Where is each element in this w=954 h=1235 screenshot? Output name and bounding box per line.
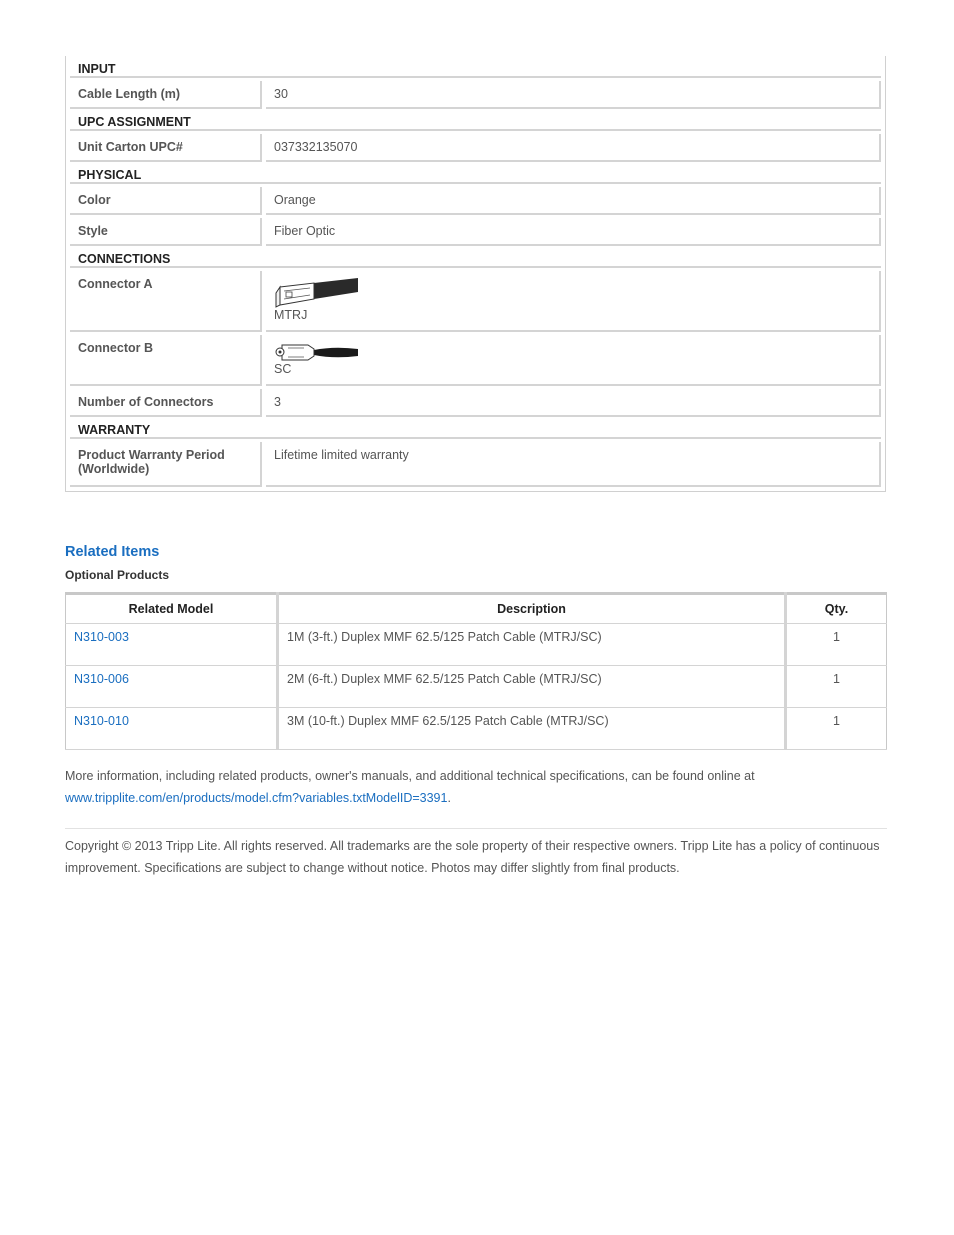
spec-value: Orange bbox=[266, 187, 881, 215]
specifications-table bbox=[65, 56, 886, 492]
spec-label: Style bbox=[70, 218, 262, 246]
section-heading-physical: PHYSICAL bbox=[70, 164, 881, 184]
related-qty: 1 bbox=[786, 708, 887, 750]
spec-label: Connector B bbox=[70, 335, 262, 386]
more-info-sentence: More information, including related products, owner's manuals, and additional technical specifications, can be found online at bbox=[65, 769, 755, 783]
spec-row-cable-length bbox=[70, 81, 881, 109]
spec-value: 037332135070 bbox=[266, 134, 881, 162]
section-heading-connections: CONNECTIONS bbox=[70, 248, 881, 268]
section-heading-upc: UPC ASSIGNMENT bbox=[70, 111, 881, 131]
spec-value: Lifetime limited warranty bbox=[266, 442, 881, 487]
column-header-description: Description bbox=[278, 594, 786, 624]
spec-label: Cable Length (m) bbox=[70, 81, 262, 109]
copyright-notice: Copyright © 2013 Tripp Lite. All rights reserved. All trademarks are the sole property of their respective owners. Tripp Lite has a policy of continuous improvement. Specifications are subject to change without notice. Photos may differ slightly from final products. bbox=[65, 839, 880, 875]
related-model-link[interactable]: N310-010 bbox=[66, 708, 278, 750]
spec-label: Unit Carton UPC# bbox=[70, 134, 262, 162]
spec-row-style bbox=[70, 218, 881, 246]
spec-row-upc bbox=[70, 134, 881, 162]
column-header-related-model: Related Model bbox=[66, 594, 278, 624]
spec-label: Color bbox=[70, 187, 262, 215]
url-period: . bbox=[447, 791, 451, 805]
spec-row-warranty bbox=[70, 442, 881, 487]
mtrj-connector-icon bbox=[274, 277, 360, 311]
spec-value bbox=[266, 335, 881, 386]
table-row bbox=[66, 624, 887, 666]
connector-b-type: SC bbox=[274, 362, 292, 376]
spec-row-color bbox=[70, 187, 881, 215]
connector-a-type: MTRJ bbox=[274, 308, 308, 322]
more-information-text bbox=[65, 765, 887, 809]
section-heading-input: INPUT bbox=[70, 58, 881, 78]
spec-row-number-of-connectors bbox=[70, 389, 881, 417]
spec-row-connector-b bbox=[70, 335, 881, 386]
related-items-title: Related Items bbox=[65, 544, 160, 560]
spec-value: 30 bbox=[266, 81, 881, 109]
related-model-link[interactable]: N310-003 bbox=[66, 624, 278, 666]
related-description: 3M (10-ft.) Duplex MMF 62.5/125 Patch Cable (MTRJ/SC) bbox=[278, 708, 786, 750]
related-qty: 1 bbox=[786, 666, 887, 708]
spec-value: Fiber Optic bbox=[266, 218, 881, 246]
related-description: 2M (6-ft.) Duplex MMF 62.5/125 Patch Cable (MTRJ/SC) bbox=[278, 666, 786, 708]
related-products-table bbox=[65, 592, 887, 750]
spec-label: Connector A bbox=[70, 271, 262, 332]
spec-label: Product Warranty Period (Worldwide) bbox=[70, 442, 262, 487]
spec-label: Number of Connectors bbox=[70, 389, 262, 417]
optional-products-subtitle: Optional Products bbox=[65, 568, 170, 582]
related-qty: 1 bbox=[786, 624, 887, 666]
spec-row-connector-a bbox=[70, 271, 881, 332]
table-header-row bbox=[66, 594, 887, 624]
table-row bbox=[66, 666, 887, 708]
related-model-link[interactable]: N310-006 bbox=[66, 666, 278, 708]
column-header-qty: Qty. bbox=[786, 594, 887, 624]
footer-divider bbox=[65, 828, 887, 829]
sc-connector-icon bbox=[274, 341, 360, 363]
table-row bbox=[66, 708, 887, 750]
section-heading-warranty: WARRANTY bbox=[70, 419, 881, 439]
spec-value bbox=[266, 271, 881, 332]
spec-value: 3 bbox=[266, 389, 881, 417]
product-url-link[interactable]: www.tripplite.com/en/products/model.cfm?variables.txtModelID=3391 bbox=[65, 791, 448, 805]
related-description: 1M (3-ft.) Duplex MMF 62.5/125 Patch Cable (MTRJ/SC) bbox=[278, 624, 786, 666]
